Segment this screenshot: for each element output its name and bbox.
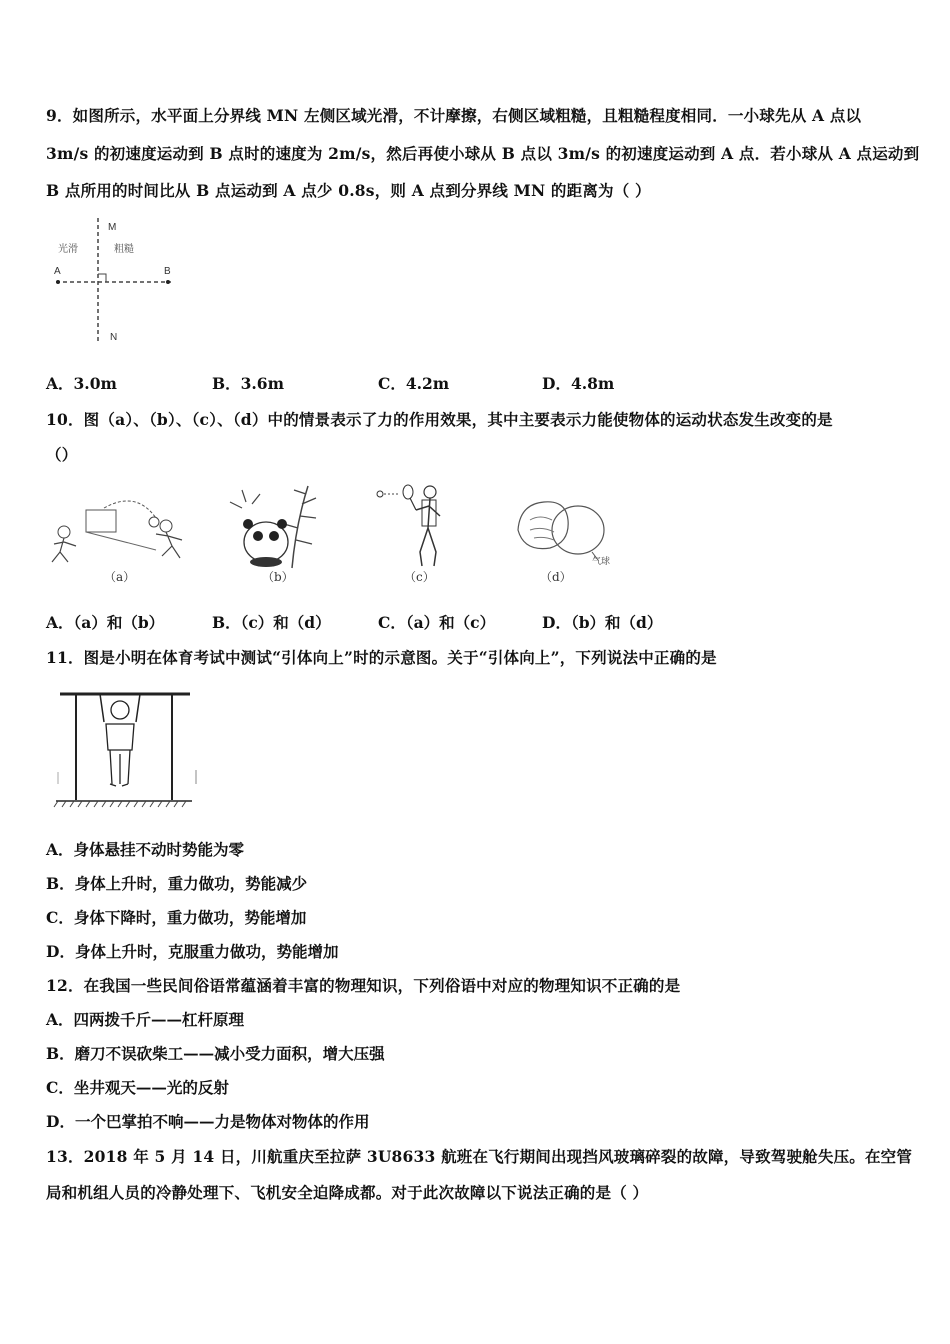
label-rough: 粗糙: [114, 244, 134, 255]
q10-figure-a: [46, 490, 192, 570]
label-A: A: [54, 266, 61, 277]
q11-line-1: 11．图是小明在体育考试中测试“引体向上”时的示意图。关于“引体向上”，下列说法中正确的是: [46, 648, 717, 667]
q13-line-2: 局和机组人员的冷静处理下、飞机安全迫降成都。对于此次故障以下说法正确的是（ ）: [46, 1183, 649, 1202]
balloon-label: 气球: [592, 557, 611, 566]
q11-option-a: A．身体悬挂不动时势能为零: [46, 840, 245, 859]
q10-line-2: （）: [46, 445, 78, 464]
q9-option-c: C．4.2m: [378, 374, 450, 393]
q12-option-b: B．磨刀不误砍柴工——减小受力面积，增大压强: [46, 1044, 385, 1063]
q12-option-c: C．坐井观天——光的反射: [46, 1078, 229, 1097]
q13-line-1: 13．2018 年 5 月 14 日，川航重庆至拉萨 3U8633 航班在飞行期间出现挡风玻璃碎裂的故障，导致驾驶舱失压。在空管: [46, 1147, 913, 1166]
q10-figure-c: [372, 482, 462, 570]
q10-option-c: C．（a）和（c）: [378, 613, 496, 632]
label-M: M: [108, 222, 117, 233]
label-N: N: [110, 332, 118, 343]
q9-line-2: 3m/s 的初速度运动到 B 点时的速度为 2m/s，然后再使小球从 B 点以 3m/s 的初速度运动到 A 点．若小球从 A 点运动到: [46, 144, 920, 163]
label-B: B: [164, 266, 171, 277]
q10-option-b: B．（c）和（d）: [212, 613, 331, 632]
q9-option-d: D．4.8m: [542, 374, 615, 393]
q9-figure: [46, 216, 196, 348]
q12-option-d: D．一个巴掌拍不响——力是物体对物体的作用: [46, 1112, 370, 1131]
q11-option-c: C．身体下降时，重力做功，势能增加: [46, 908, 307, 927]
q12-line-1: 12．在我国一些民间俗语常蕴涵着丰富的物理知识，下列俗语中对应的物理知识不正确的是: [46, 976, 681, 995]
q10-figure-d: [510, 490, 614, 566]
q10-line-1: 10．图（a）、（b）、（c）、（d）中的情景表示了力的作用效果，其中主要表示力能使物体的运动状态发生改变的是: [46, 410, 833, 429]
q9-line-3: B 点所用的时间比从 B 点运动到 A 点少 0.8s，则 A 点到分界线 MN 的距离为（ ）: [46, 181, 651, 200]
q10-option-d: D．（b）和（d）: [542, 613, 663, 632]
q10-caption-a: （a）: [104, 570, 136, 584]
q9-line-1: 9．如图所示，水平面上分界线 MN 左侧区域光滑，不计摩擦，右侧区域粗糙，且粗糙程度相同．一小球先从 A 点以: [46, 106, 862, 125]
q10-caption-c: （c）: [404, 570, 435, 584]
q10-figure-b: [222, 484, 332, 570]
label-smooth: 光滑: [58, 244, 78, 255]
q9-option-b: B．3.6m: [212, 374, 284, 393]
q9-option-a: A．3.0m: [46, 374, 117, 393]
q10-option-a: A．（a）和（b）: [46, 613, 165, 632]
q10-caption-d: （d）: [540, 570, 572, 584]
q11-figure-pullup: [52, 688, 202, 814]
q12-option-a: A．四两拨千斤——杠杆原理: [46, 1010, 245, 1029]
q10-caption-b: （b）: [262, 570, 294, 584]
q11-option-b: B．身体上升时，重力做功，势能减少: [46, 874, 308, 893]
q11-option-d: D．身体上升时，克服重力做功，势能增加: [46, 942, 339, 961]
